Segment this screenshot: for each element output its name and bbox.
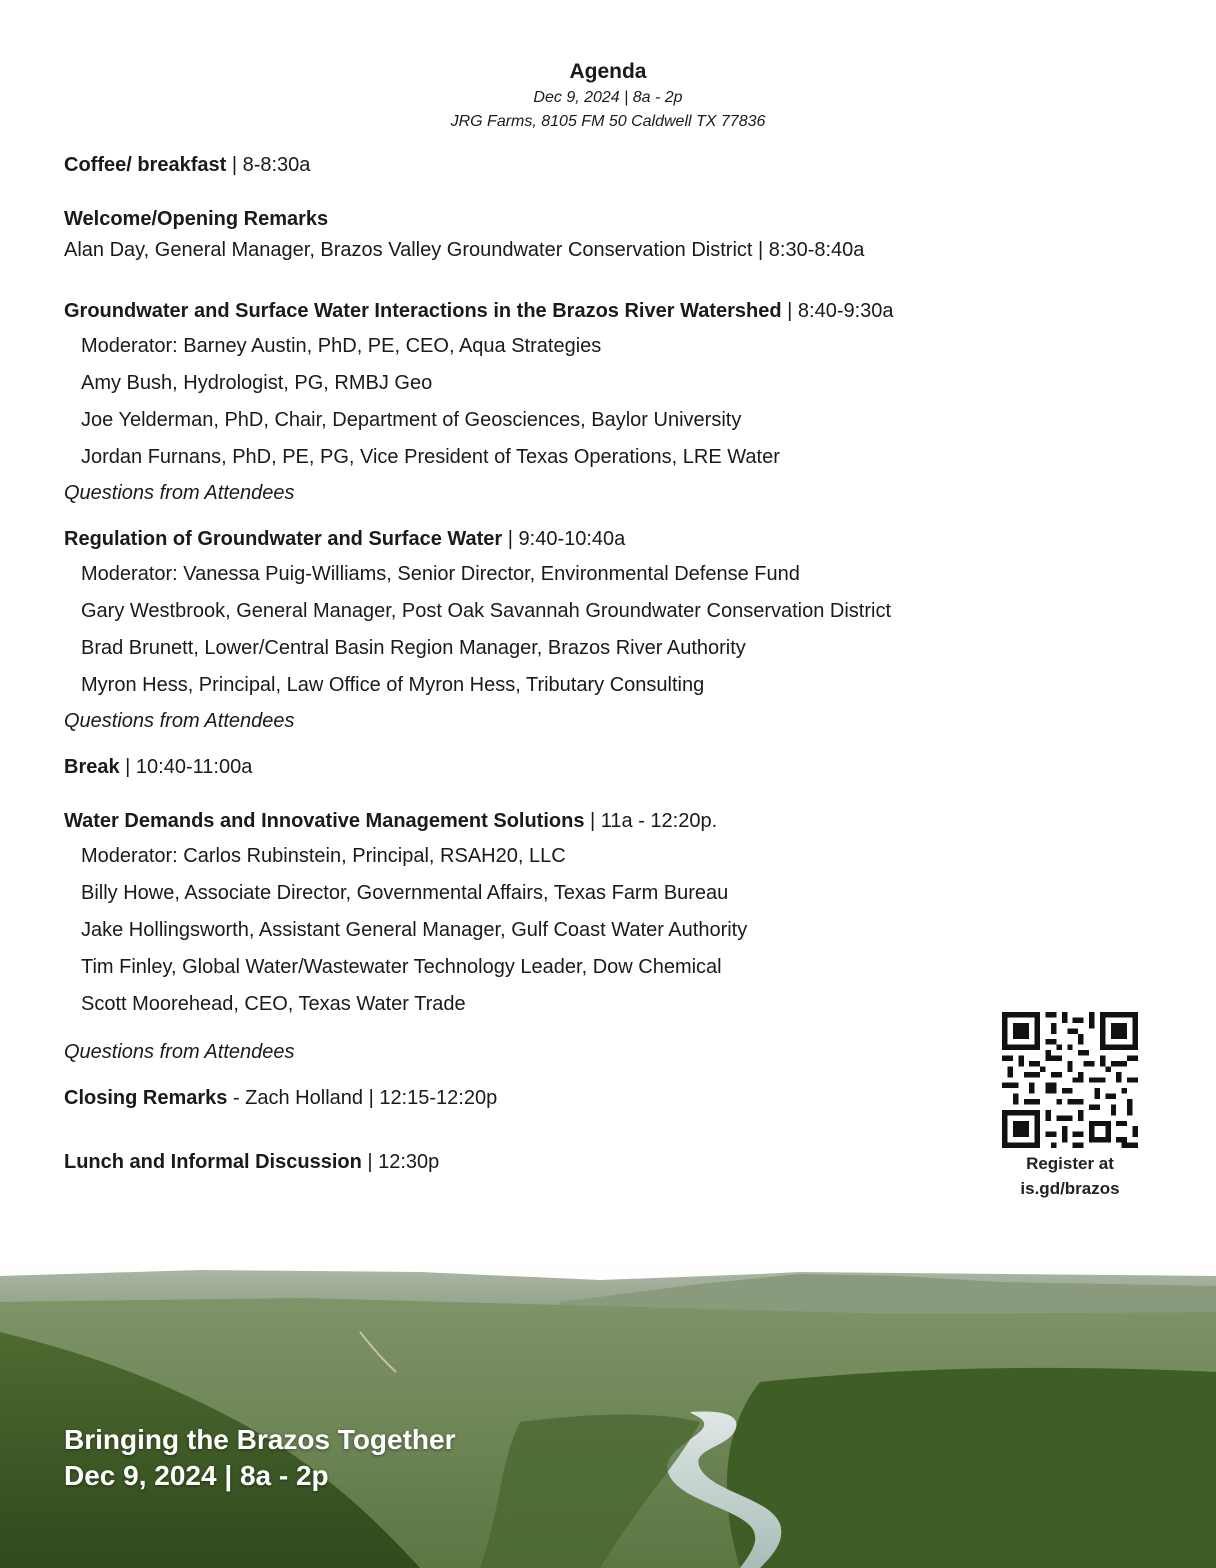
session-title: Welcome/Opening Remarks (64, 208, 329, 230)
event-banner (64, 1422, 456, 1494)
speaker: Moderator: Barney Austin, PhD, PE, CEO, Aqua Strategies (81, 335, 602, 357)
speaker: Myron Hess, Principal, Law Office of Myron Hess, Tributary Consulting (81, 674, 705, 696)
river-valley-image (0, 1262, 1216, 1568)
questions-label: Questions from Attendees (64, 710, 295, 732)
event-date: Dec 9, 2024 | 8a - 2p (64, 1460, 329, 1491)
session-coffee (64, 148, 1124, 182)
session-time: | 8:40-9:30a (781, 300, 894, 322)
session-detail: Alan Day, General Manager, Brazos Valley Groundwater Conservation District | 8:30-8:40a (64, 239, 865, 261)
speaker: Amy Bush, Hydrologist, PG, RMBJ Geo (81, 372, 433, 394)
speaker: Tim Finley, Global Water/Wastewater Technology Leader, Dow Chemical (81, 956, 722, 978)
landscape-photo (0, 1262, 1216, 1568)
speaker: Jordan Furnans, PhD, PE, PG, Vice President of Texas Operations, LRE Water (81, 446, 780, 468)
register-label: Register at (1026, 1154, 1114, 1173)
session-title: Break (64, 756, 120, 778)
session-break (64, 750, 1124, 784)
speaker-list (64, 838, 1124, 1023)
session-title: Coffee/ breakfast (64, 154, 227, 176)
event-date-time: Dec 9, 2024 | 8a - 2p (533, 89, 683, 106)
registration-caption (990, 1151, 1150, 1201)
session-panel-2 (64, 522, 1124, 738)
session-panel-3 (64, 804, 1124, 1069)
agenda-list (64, 148, 1124, 1179)
session-lunch (64, 1145, 1124, 1179)
session-time: | 11a - 12:20p. (584, 810, 718, 832)
speaker-list (64, 328, 1124, 476)
session-time: - Zach Holland | 12:15-12:20p (227, 1087, 498, 1109)
speaker: Jake Hollingsworth, Assistant General Manager, Gulf Coast Water Authority (81, 919, 748, 941)
session-title: Regulation of Groundwater and Surface Water (64, 528, 503, 550)
speaker: Billy Howe, Associate Director, Governmental Affairs, Texas Farm Bureau (81, 882, 729, 904)
speaker: Moderator: Vanessa Puig-Williams, Senior Director, Environmental Defense Fund (81, 563, 800, 585)
session-title: Water Demands and Innovative Management Solutions (64, 810, 585, 832)
questions-label: Questions from Attendees (64, 1041, 295, 1063)
speaker: Moderator: Carlos Rubinstein, Principal, RSAH20, LLC (81, 845, 566, 867)
session-title: Lunch and Informal Discussion (64, 1151, 362, 1173)
session-time: | 12:30p (361, 1151, 440, 1173)
speaker-list (64, 556, 1124, 704)
register-link[interactable]: is.gd/brazos (1020, 1179, 1120, 1198)
event-name: Bringing the Brazos Together (64, 1424, 456, 1455)
agenda-header (0, 58, 1216, 134)
qr-code-icon[interactable] (1002, 1012, 1138, 1148)
registration-qr-code[interactable] (1002, 1012, 1138, 1148)
questions-label: Questions from Attendees (64, 482, 295, 504)
session-welcome (64, 202, 1124, 264)
speaker: Brad Brunett, Lower/Central Basin Region Manager, Brazos River Authority (81, 637, 746, 659)
page-title: Agenda (569, 60, 647, 83)
session-closing (64, 1081, 1124, 1115)
speaker: Scott Moorehead, CEO, Texas Water Trade (81, 993, 466, 1015)
speaker: Joe Yelderman, PhD, Chair, Department of Geosciences, Baylor University (81, 409, 742, 431)
session-title: Closing Remarks (64, 1087, 228, 1109)
session-time: | 8-8:30a (226, 154, 311, 176)
session-panel-1 (64, 294, 1124, 510)
session-title: Groundwater and Surface Water Interactions in the Brazos River Watershed (64, 300, 782, 322)
event-location: JRG Farms, 8105 FM 50 Caldwell TX 77836 (450, 113, 766, 130)
session-time: | 10:40-11:00a (119, 756, 253, 778)
speaker: Gary Westbrook, General Manager, Post Oak Savannah Groundwater Conservation District (81, 600, 892, 622)
session-time: | 9:40-10:40a (502, 528, 626, 550)
